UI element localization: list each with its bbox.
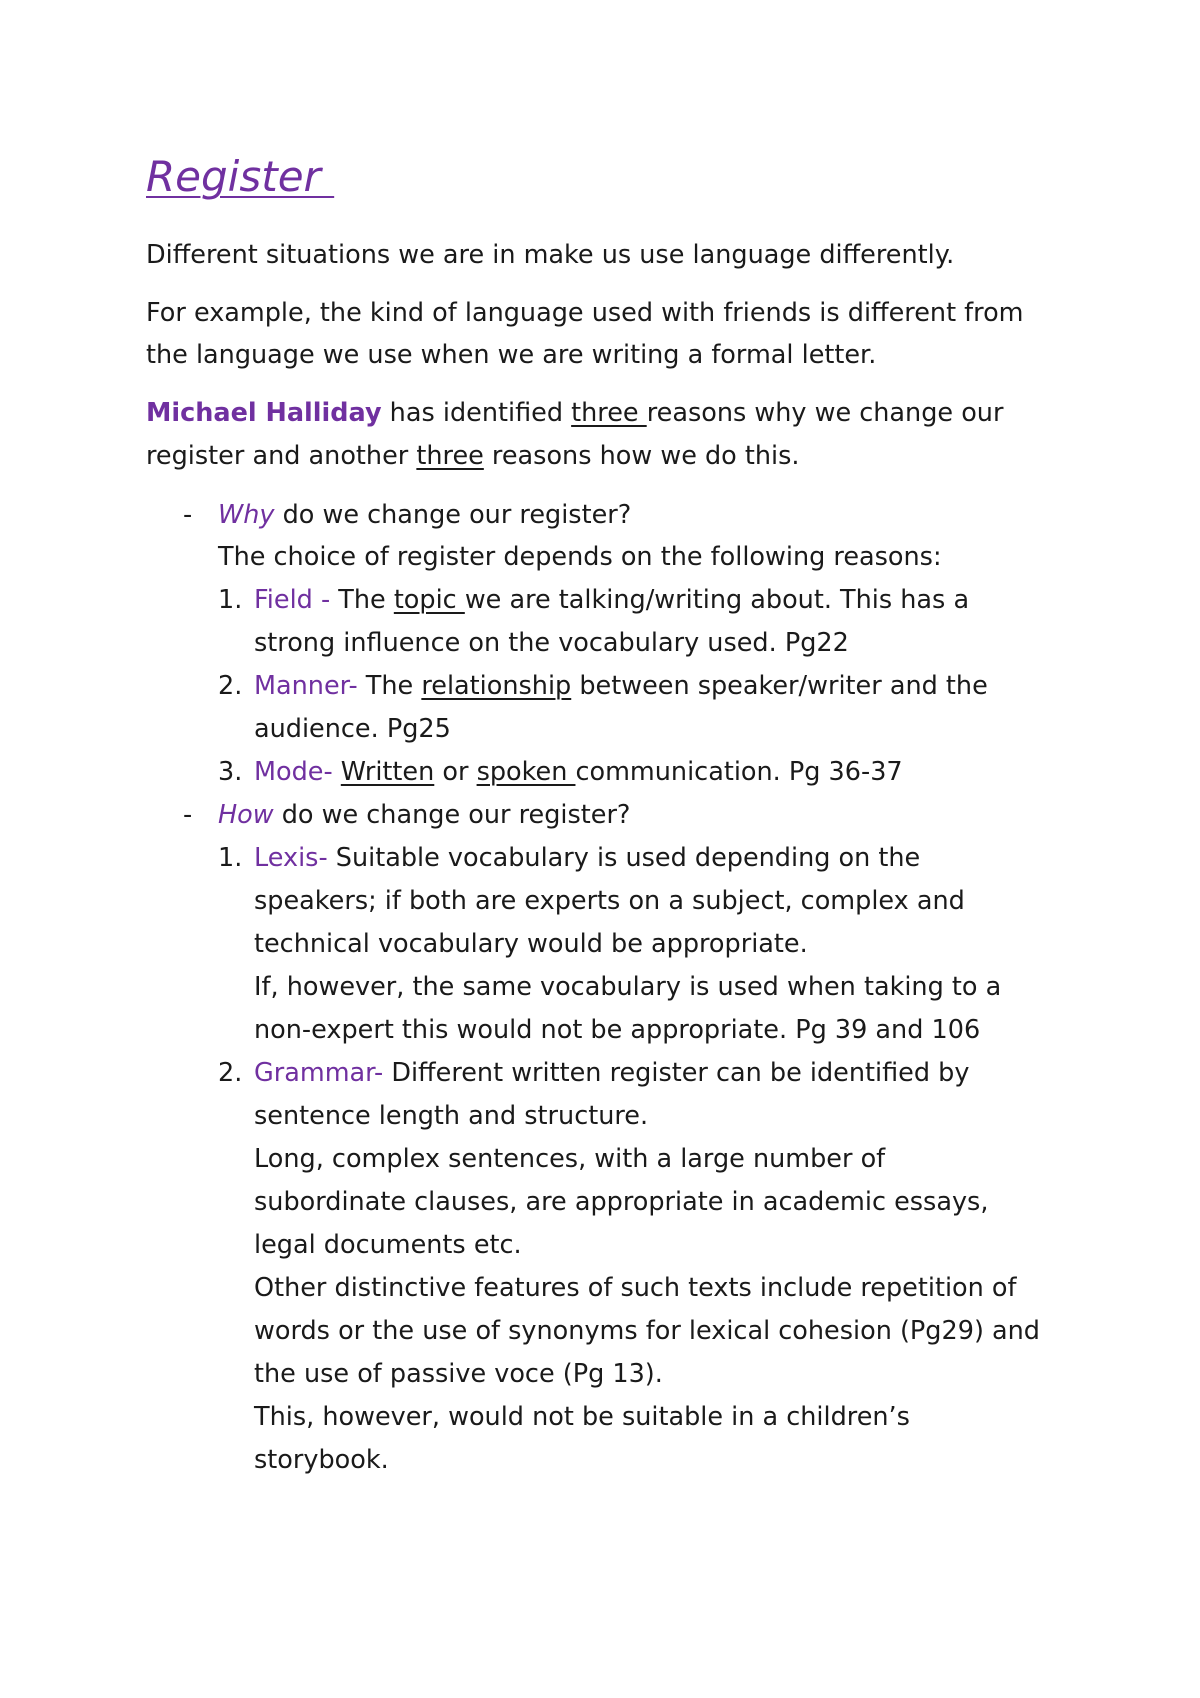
halliday-name: Michael Halliday [146, 398, 382, 428]
intro-line [146, 240, 954, 271]
why-subtext: The choice of register depends on the following reasons: [218, 542, 942, 572]
example-text-1: For example, the kind of language used with friends is different from [146, 298, 1024, 328]
grammar-line-7: words or the use of synonyms for lexical cohesion (Pg29) and [254, 1316, 1040, 1346]
lexis-line-4: If, however, the same vocabulary is used when taking to a [254, 972, 1002, 1002]
grammar-text-1: Different written register can be identified by [383, 1058, 970, 1088]
field-text-a: The [330, 585, 394, 615]
lexis-line-2: speakers; if both are experts on a subject, complex and [254, 886, 965, 916]
grammar-line-8: the use of passive voce (Pg 13). [254, 1359, 663, 1389]
manner-number: 2. [218, 671, 243, 701]
why-bullet: - [183, 500, 193, 530]
example-line-2 [146, 340, 876, 371]
lexis-line-1 [254, 843, 920, 874]
field-item-line-2: strong influence on the vocabulary used. Pg22 [254, 628, 849, 658]
mode-text-b: or [434, 757, 477, 787]
manner-text-b: between speaker/writer and the [571, 671, 988, 701]
field-term: Field - [254, 585, 331, 615]
field-text-b: we are talking/writing about. This has a [464, 585, 970, 615]
mode-number: 3. [218, 757, 243, 787]
mode-text-a [333, 757, 341, 787]
halliday-text-a: has identified [381, 398, 572, 428]
relationship-underline: relationship [421, 671, 572, 701]
manner-text-a: The [357, 671, 422, 701]
three-underline-2: three [416, 441, 484, 471]
grammar-line-2: sentence length and structure. [254, 1101, 649, 1131]
lexis-line-5: non-expert this would not be appropriate. Pg 39 and 106 [254, 1015, 981, 1045]
how-heading [218, 800, 630, 831]
mode-term: Mode- [254, 757, 333, 787]
manner-term: Manner- [254, 671, 358, 701]
example-line-1 [146, 298, 1024, 329]
lexis-number: 1. [218, 843, 243, 873]
page-title: Register [146, 152, 335, 201]
manner-item-line-1 [254, 671, 988, 702]
halliday-line-2 [146, 441, 800, 472]
how-heading-text: do we change our register? [273, 800, 631, 830]
halliday-line-1 [146, 398, 1003, 429]
grammar-number: 2. [218, 1058, 243, 1088]
three-underline-1: three [571, 398, 647, 428]
how-bullet: - [183, 800, 193, 830]
grammar-line-5: legal documents etc. [254, 1230, 522, 1260]
manner-item-line-2: audience. Pg25 [254, 714, 451, 744]
why-heading [218, 500, 631, 531]
mode-item-line [254, 757, 903, 788]
grammar-line-9: This, however, would not be suitable in a children’s [254, 1402, 910, 1432]
how-word: How [218, 800, 274, 830]
grammar-line-6: Other distinctive features of such texts include repetition of [254, 1273, 1017, 1303]
lexis-text-1: Suitable vocabulary is used depending on the [327, 843, 921, 873]
halliday-text-b: reasons why we change our [646, 398, 1004, 428]
intro-text: Different situations we are in make us use language differently. [146, 240, 955, 270]
why-word: Why [218, 500, 275, 530]
field-number: 1. [218, 585, 243, 615]
lexis-line-3: technical vocabulary would be appropriate. [254, 929, 808, 959]
mode-text-c: communication. Pg 36-37 [575, 757, 903, 787]
topic-underline: topic [393, 585, 465, 615]
why-heading-text: do we change our register? [274, 500, 632, 530]
grammar-term: Grammar- [254, 1058, 384, 1088]
spoken-underline: spoken [476, 757, 576, 787]
field-item-line-1 [254, 585, 969, 616]
example-text-2: the language we use when we are writing a formal letter. [146, 340, 877, 370]
grammar-line-3: Long, complex sentences, with a large number of [254, 1144, 886, 1174]
grammar-line-1 [254, 1058, 969, 1089]
halliday-text-c: register and another [146, 441, 417, 471]
grammar-line-4: subordinate clauses, are appropriate in academic essays, [254, 1187, 989, 1217]
grammar-line-10: storybook. [254, 1445, 389, 1475]
lexis-term: Lexis- [254, 843, 328, 873]
written-underline: Written [340, 757, 435, 787]
halliday-text-d: reasons how we do this. [483, 441, 800, 471]
